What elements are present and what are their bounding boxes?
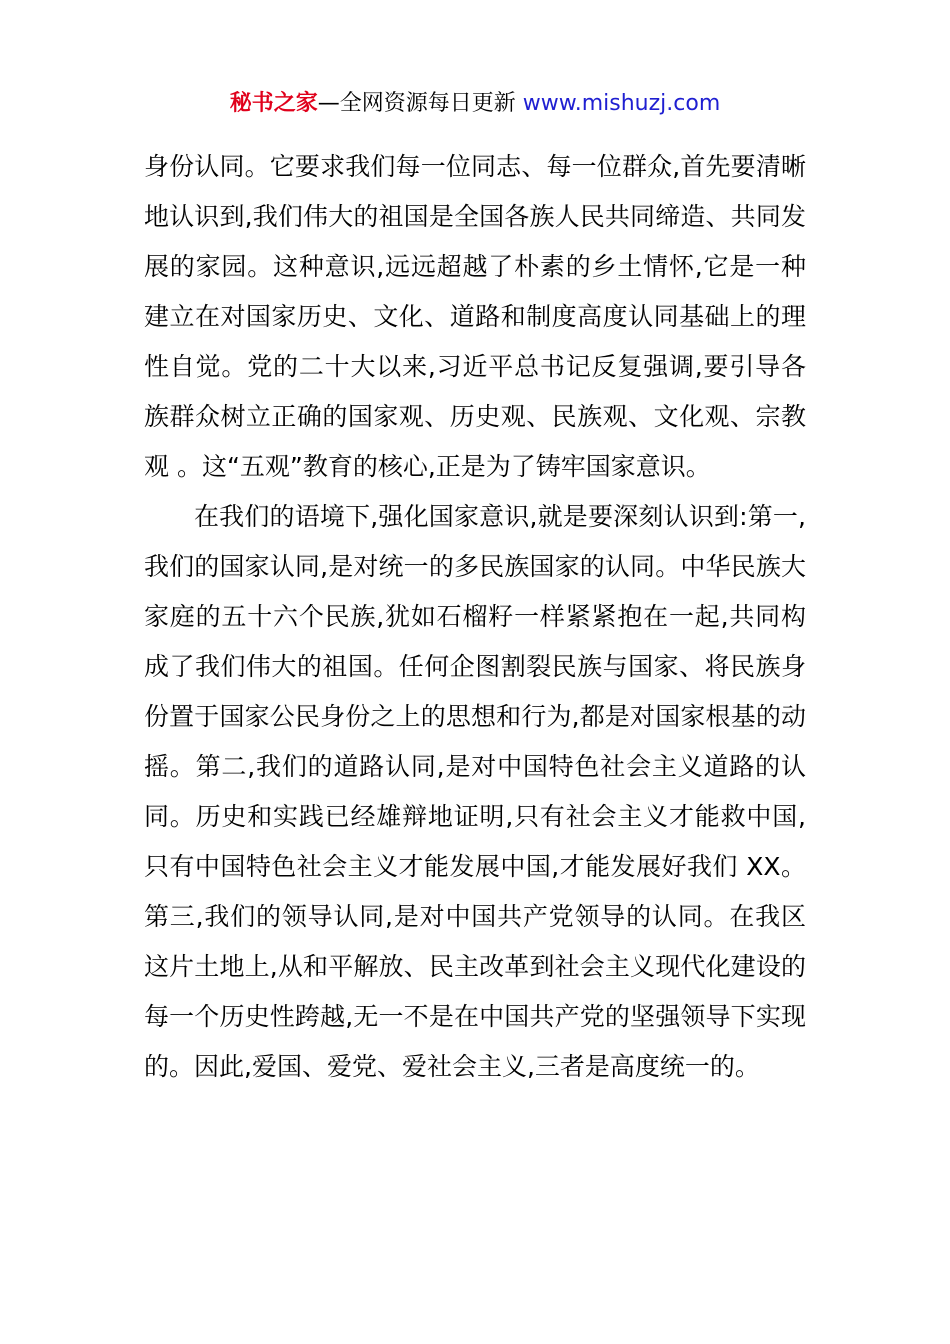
paragraph-2: 在我们的语境下,强化国家意识,就是要深刻认识到:第一,我们的国家认同,是对统一的多民族国家的认同。中华民族大家庭的五十六个民族,犹如石榴籽一样紧紧抱在一起,共同构成了我们伟大的祖国。任何企图割裂民族与国家、将民族身份置于国家公民身份之上的思想和行为,都是对国家根基的动摇。第二,我们的道路认同,是对中国特色社会主义道路的认同。历史和实践已经雄辩地证明,只有社会主义才能救中国,只有中国特色社会主义才能发展中国,才能发展好我们 XX。第三,我们的领导认同,是对中国共产党领导的认同。在我区这片土地上,从和平解放、民主改革到社会主义现代化建设的每一个历史性跨越,无一不是在中国共产党的坚强领导下实现的。因此,爱国、爱党、爱社会主义,三者是高度统一的。 — [144, 502, 806, 1081]
document-body — [144, 142, 806, 1092]
site-tagline: —全网资源每日更新 — [317, 91, 523, 116]
site-url-link[interactable]: www.mishuzj.com — [522, 91, 721, 116]
paragraph-1: 身份认同。它要求我们每一位同志、每一位群众,首先要清晰地认识到,我们伟大的祖国是全国各族人民共同缔造、共同发展的家园。这种意识,远远超越了朴素的乡土情怀,它是一种建立在对国家历史、文化、道路和制度高度认同基础上的理性自觉。党的二十大以来,习近平总书记反复强调,要引导各族群众树立正确的国家观、历史观、民族观、文化观、宗教观 。这“五观”教育的核心,正是为了铸牢国家意识。 — [144, 152, 806, 481]
site-brand: 秘书之家 — [229, 91, 318, 116]
page-header — [0, 86, 950, 122]
